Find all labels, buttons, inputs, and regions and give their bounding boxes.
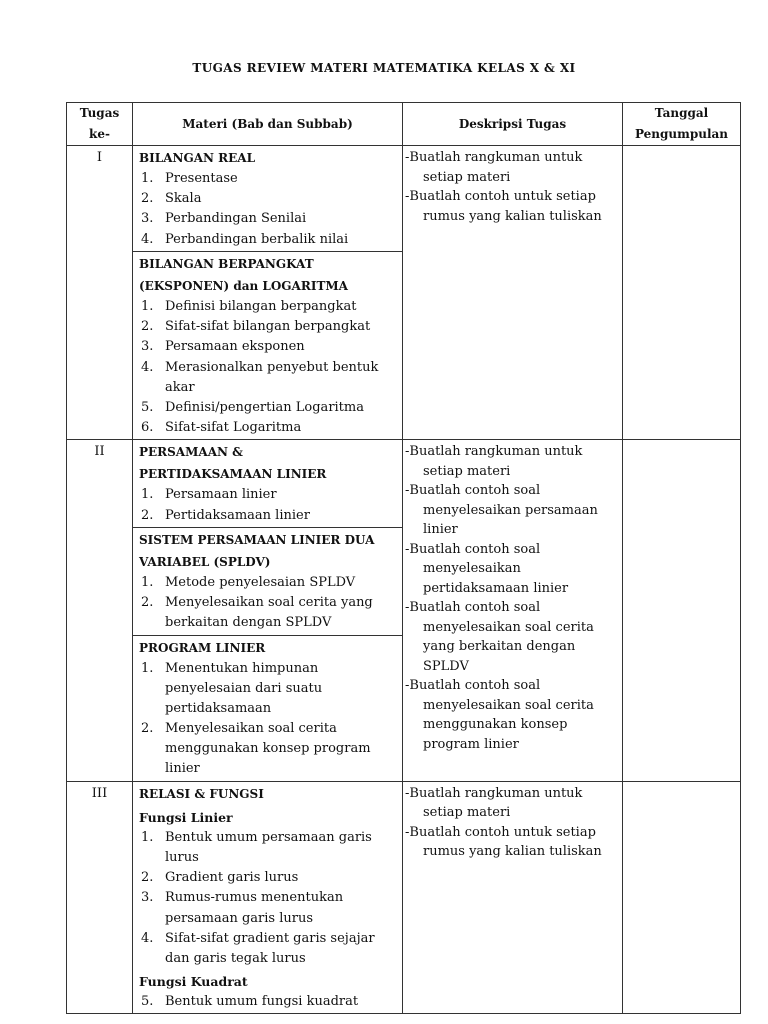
task-number: I [67, 146, 133, 440]
materi-section [133, 782, 402, 1014]
task-description: -Buatlah rangkuman untuk setiap materi [405, 785, 583, 821]
subsection-title: Fungsi Linier [139, 809, 233, 825]
list-item: 4. Sifat-sifat gradient garis sejajar dan garis tegak lurus [141, 930, 375, 966]
topic-list [139, 992, 396, 1012]
header-tugas-line1: Tugas [79, 106, 120, 120]
list-item: 5. Bentuk umum fungsi kuadrat [141, 994, 359, 1010]
section-title: PERSAMAAN & PERTIDAKSAMAAN LINIER [139, 445, 327, 482]
task-description: -Buatlah contoh untuk setiap rumus yang kalian tuliskan [405, 824, 602, 860]
section-title: PROGRAM LINIER [139, 640, 266, 655]
topic-list [139, 573, 396, 633]
topic-list [139, 485, 396, 525]
tanggal-cell [623, 440, 741, 781]
section-title: RELASI & FUNGSI [139, 786, 264, 801]
header-tugas-line2: ke- [89, 127, 110, 141]
materi-cell [133, 440, 403, 781]
task-description: -Buatlah contoh soal menyelesaikan pertidaksamaan linier [405, 541, 569, 596]
list-item: 2. Skala [141, 191, 202, 207]
materi-section [133, 440, 402, 528]
header-tanggal [623, 103, 741, 146]
materi-cell [133, 146, 403, 440]
header-tanggal-line2: Pengumpulan [634, 127, 729, 141]
header-tugas [67, 103, 133, 146]
task-description: -Buatlah contoh soal menyelesaikan persamaan linier [405, 483, 598, 538]
list-item: 1. Persamaan linier [141, 487, 277, 503]
list-item: 2. Sifat-sifat bilangan berpangkat [141, 319, 371, 335]
list-item: 2. Menyelesaikan soal cerita menggunakan konsep program linier [141, 721, 371, 777]
tanggal-cell [623, 781, 741, 1014]
section-title: SISTEM PERSAMAAN LINIER DUA VARIABEL (SPLDV) [139, 532, 375, 569]
list-item: 2. Pertidaksamaan linier [141, 507, 310, 523]
materi-section [133, 252, 402, 439]
topic-list [139, 828, 396, 969]
section-title: BILANGAN BERPANGKAT (EKSPONEN) dan LOGARITMA [139, 256, 348, 293]
list-item: 1. Definisi bilangan berpangkat [141, 299, 357, 315]
list-item: 1. Metode penyelesaian SPLDV [141, 575, 356, 591]
list-item: 3. Persamaan eksponen [141, 339, 305, 355]
materi-cell [133, 781, 403, 1014]
list-item: 2. Gradient garis lurus [141, 870, 299, 886]
subsection-title: Fungsi Kuadrat [139, 974, 248, 990]
table-header-row [67, 103, 741, 146]
list-item: 1. Bentuk umum persamaan garis lurus [141, 830, 372, 866]
section-title: BILANGAN REAL [139, 151, 256, 165]
materi-section [133, 528, 402, 636]
materi-section [133, 146, 402, 252]
deskripsi-cell [403, 146, 623, 440]
topic-list [139, 169, 396, 250]
list-item: 1. Menentukan himpunan penyelesaian dari suatu pertidaksamaan [141, 660, 323, 717]
task-description: -Buatlah rangkuman untuk setiap materi [405, 150, 583, 185]
list-item: 4. Merasionalkan penyebut bentuk akar [141, 359, 379, 395]
list-item: 3. Rumus-rumus menentukan persamaan garis lurus [141, 890, 344, 926]
task-number: III [67, 781, 133, 1014]
task-number: II [67, 440, 133, 781]
deskripsi-cell [403, 440, 623, 781]
deskripsi-cell [403, 781, 623, 1014]
topic-list [139, 297, 396, 438]
task-description: -Buatlah contoh soal menyelesaikan soal cerita menggunakan konsep program linier [405, 678, 594, 752]
list-item: 3. Perbandingan Senilai [141, 211, 307, 227]
list-item: 2. Menyelesaikan soal cerita yang berkaitan dengan SPLDV [141, 595, 373, 631]
topic-list [139, 659, 396, 780]
list-item: 6. Sifat-sifat Logaritma [141, 419, 302, 435]
tanggal-cell [623, 146, 741, 440]
list-item: 1. Presentase [141, 171, 238, 187]
header-tanggal-line1: Tanggal [654, 106, 709, 120]
header-materi: Materi (Bab dan Subbab) [133, 103, 403, 146]
table-row [67, 146, 741, 440]
materi-section [133, 636, 402, 781]
task-description: -Buatlah contoh untuk setiap rumus yang kalian tuliskan [405, 189, 602, 224]
document-title: TUGAS REVIEW MATERI MATEMATIKA KELAS X & XI [192, 61, 576, 75]
list-item: 4. Perbandingan berbalik nilai [141, 231, 349, 247]
table-row [67, 440, 741, 781]
assignment-table [66, 102, 741, 1014]
task-description: -Buatlah contoh soal menyelesaikan soal cerita yang berkaitan dengan SPLDV [405, 600, 594, 674]
header-deskripsi: Deskripsi Tugas [403, 103, 623, 146]
task-description: -Buatlah rangkuman untuk setiap materi [405, 444, 583, 479]
table-row [67, 781, 741, 1014]
list-item: 5. Definisi/pengertian Logaritma [141, 399, 364, 415]
